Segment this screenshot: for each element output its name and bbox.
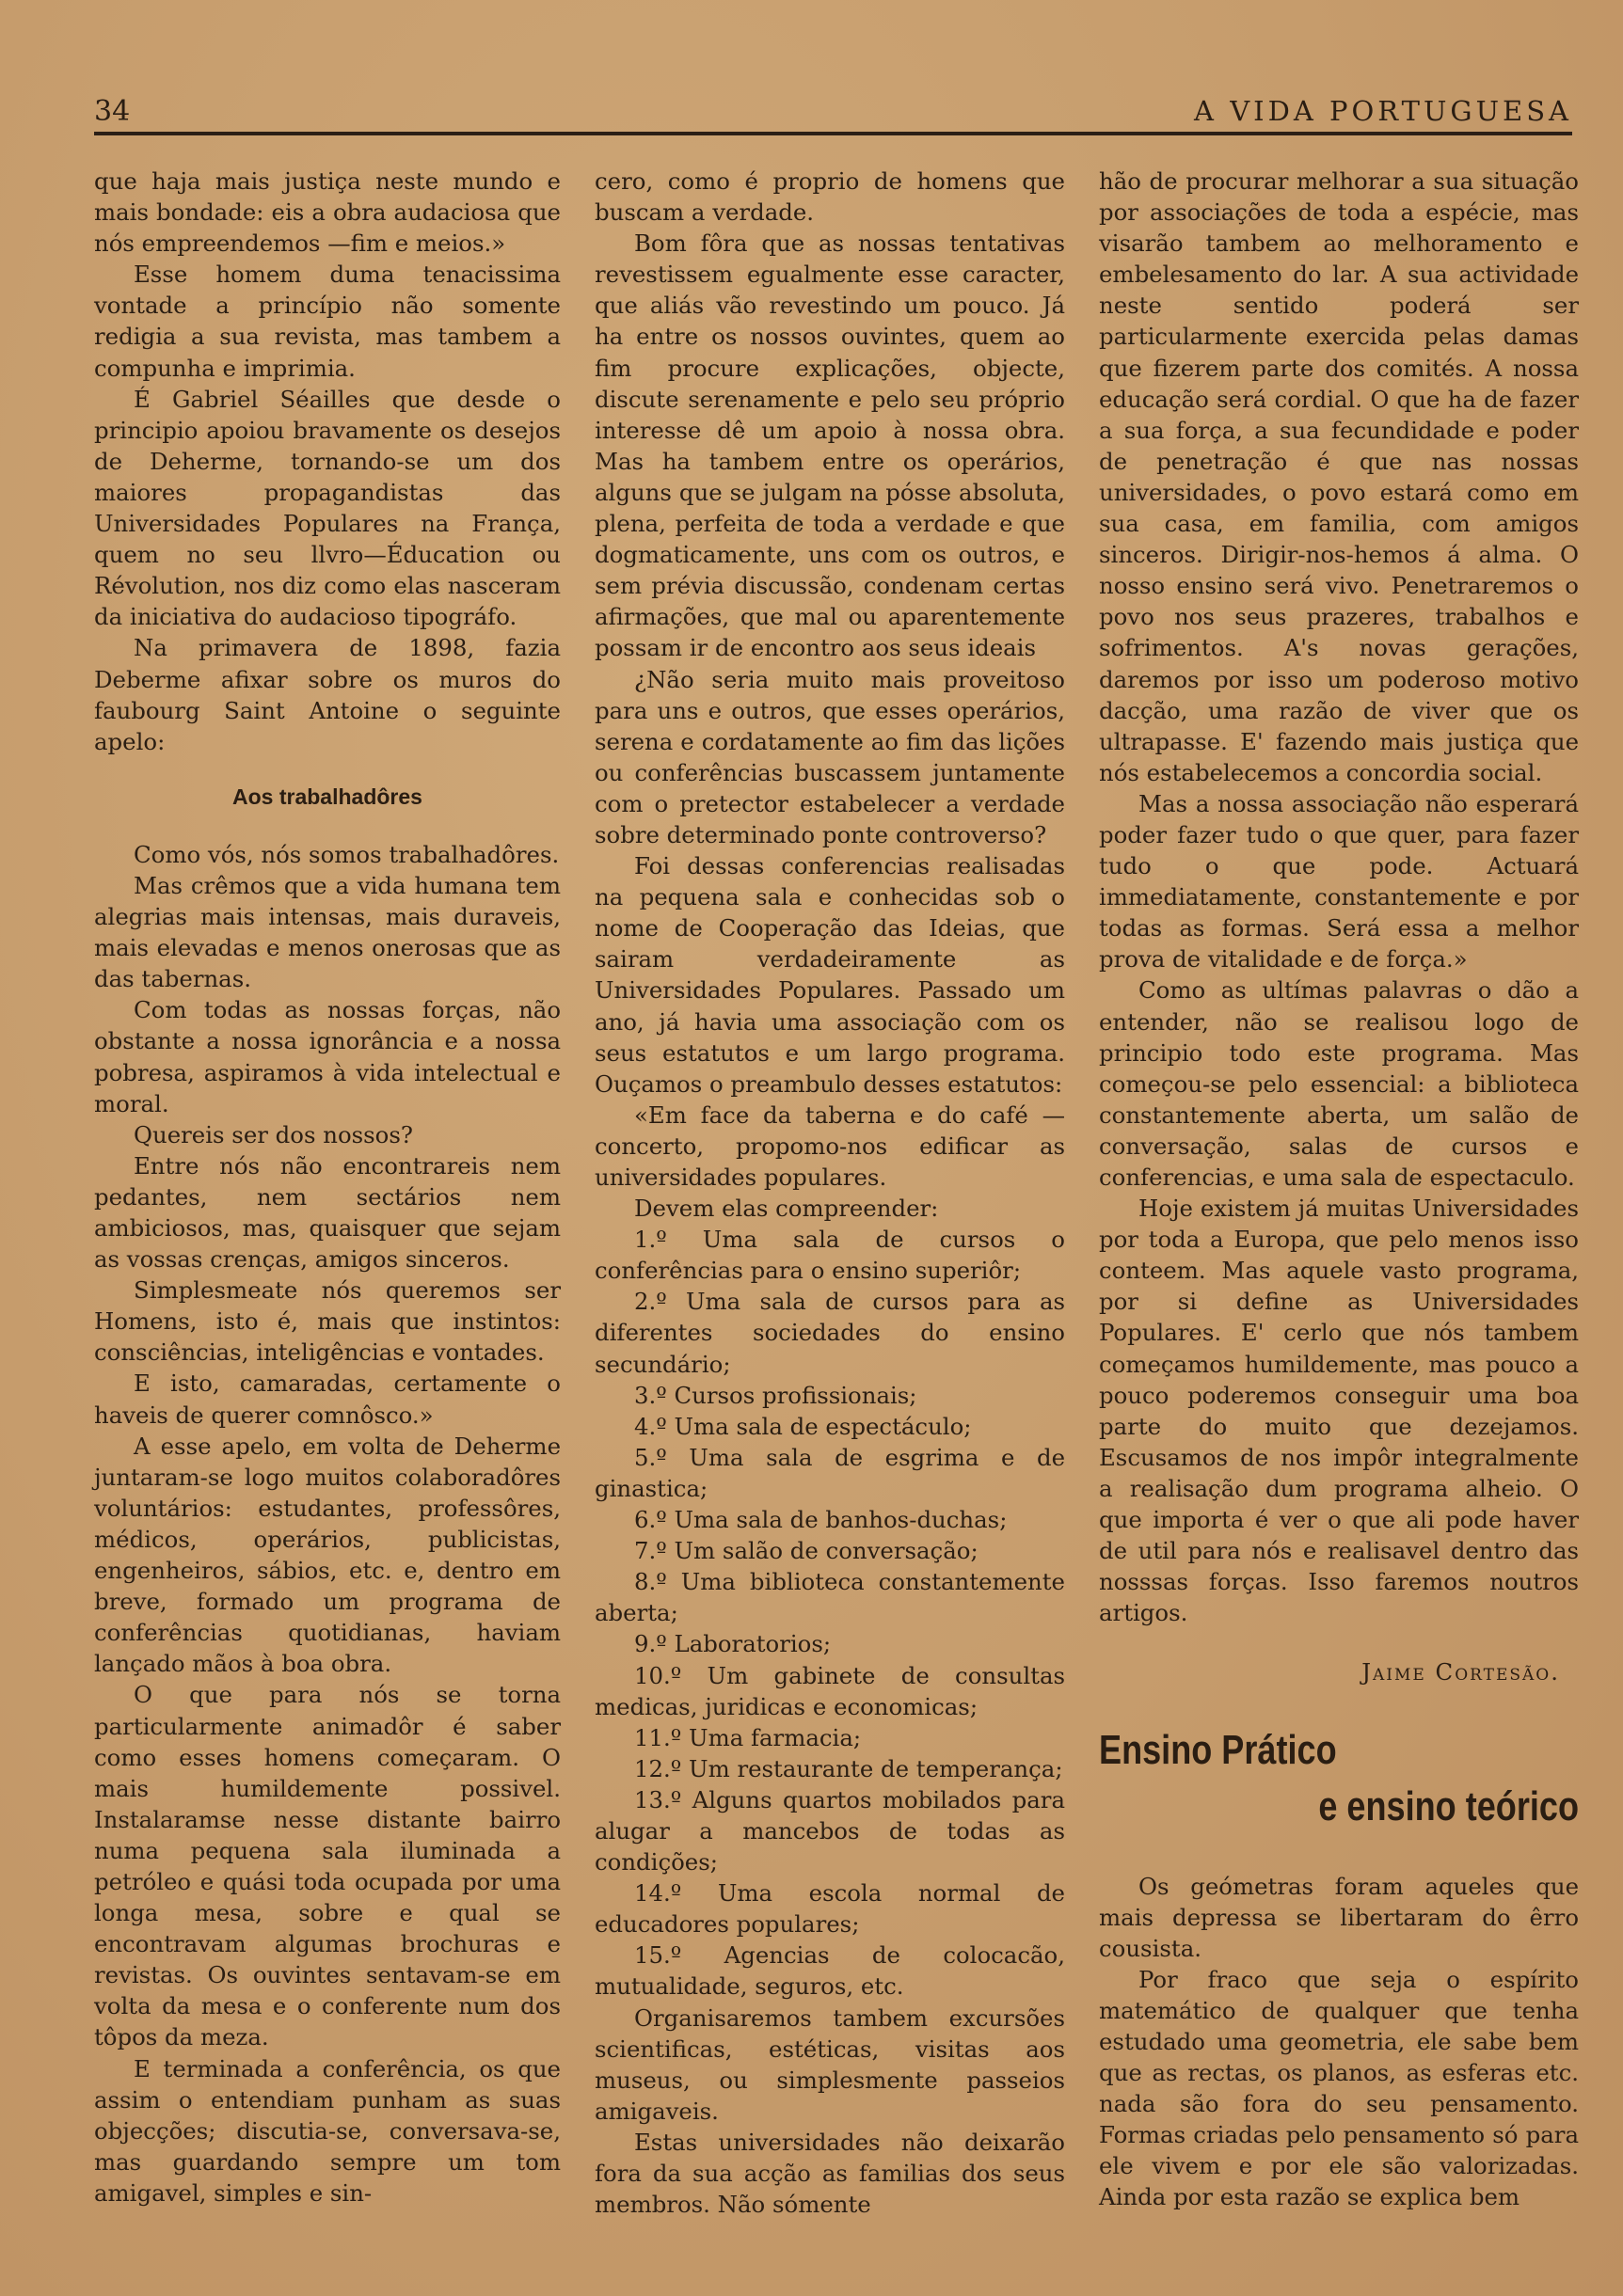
paragraph: ¿Não seria muito mais proveitoso para uns e outros, que esses operários, serena e cordatamente ao fim das lições ou conferências buscassem juntamente com o pretector estabelecer a verdade sobre determinado ponte controverso? [595,665,1065,848]
paragraph: 9.º Laboratorios; [634,1630,832,1658]
paragraph: Os geómetras foram aqueles que mais depressa se libertaram do êrro cousista. [1099,1872,1579,1962]
paragraph: 8.º Uma biblioteca constantemente aberta; [595,1568,1065,1627]
paragraph: Por fraco que seja o espírito matemático de qualquer que tenha estudado uma geometria, ele sabe bem que as rectas, os planos, as esferas etc. nada são fora do seu pensamento. Formas criadas pelo pensamento só para ele vivem e por ele são valorizadas. Ainda por esta razão se explica bem [1099,1965,1579,2211]
page-number: 34 [94,94,131,128]
paragraph: E terminada a conferência, os que assim o entendiam punham as suas objecções; discutia-se, conversava-se, mas guardando sempre um tom amigavel, simples e sin- [94,2054,561,2207]
paragraph: hão de procurar melhorar a sua situação por associações de toda a espécie, mas visarão tambem ao melhoramento e embelesamento do lar. A sua actividade neste sentido poderá ser particularmente exercida pelas damas que fizerem parte dos comités. A nossa educação será cordial. O que ha de fazer a sua força, a sua fecundidade e poder de penetração é que nas nossas universidades, o povo estará como em sua casa, em familia, com amigos sinceros. Dirigir-nos-hemos á alma. O nosso ensino será vivo. Penetraremos o povo nos seus prazeres, trabalhos e sofrimentos. A's novas gerações, daremos por isso um poderoso motivo dacção, uma razão de viver que os ultrapasse. E' fazendo mais justiça que nós estabelecemos a concordia social. [1099,167,1579,786]
paragraph: Com todas as nossas forças, não obstante a nossa ignorância e a nossa pobresa, aspiramos à vida intelectual e moral. [94,996,561,1117]
paragraph: Simplesmeate nós queremos ser Homens, isto é, mais que instintos: consciências, inteligências e vontades. [94,1276,561,1367]
text-column-1 [94,166,561,2209]
paragraph: 10.º Um gabinete de consultas medicas, juridicas e economicas; [595,1661,1065,1720]
paragraph: 5.º Uma sala de esgrima e de ginastica; [595,1443,1065,1502]
section-heading: Aos trabalhadôres [232,784,422,809]
paragraph: 15.º Agencias de colocacão, mutualidade, seguros, etc. [595,1941,1065,2001]
paragraph: 13.º Alguns quartos mobilados para alugar a mancebos de todas as condições; [595,1785,1065,1876]
paragraph: 6.º Uma sala de banhos-duchas; [634,1506,1008,1534]
paragraph: Como vós, nós somos trabalhadôres. [134,840,560,868]
author-signature: Jaime Cortesão. [1361,1658,1560,1686]
paragraph: O que para nós se torna particularmente animadôr é saber como esses homens começaram. O mais humildemente possivel. Instalaramse nesse distante bairro numa pequena sala iluminada a petróleo e quási toda ocupada por uma longa mesa, sobre e qual se encontravam algumas brochuras e revistas. Os ouvintes sentavam-se em volta da mesa e o conferente num dos tôpos da meza. [94,1681,561,2051]
paragraph: Bom fôra que as nossas tentativas revestissem egualmente esse caracter, que aliás vão revestindo um pouco. Já ha entre os nossos ouvintes, quem ao fim procure explicações, objecte, discute serenamente e pelo seu próprio interesse dê um apoio à nossa obra. Mas ha tambem entre os operários, alguns que se julgam na pósse absoluta, plena, perfeita de toda a verdade e que dogmaticamente, uns com os outros, e sem prévia discussão, condenam certas afirmações, que mal ou aparentemente possam ir de encontro aos seus ideais [595,230,1065,662]
paragraph: «Em face da taberna e do café —concerto, propomo-nos edificar as universidades populares. [595,1100,1065,1191]
paragraph: 1.º Uma sala de cursos o conferências para o ensino superiôr; [595,1226,1065,1285]
paragraph: Hoje existem já muitas Universidades por toda a Europa, que pelo menos isso conteem. Mas aquele vasto programa, por si define as Universidades Populares. E' cerlo que nós tambem começamos humildemente, mas pouco a pouco poderemos conseguir uma boa parte do muito que dezejamos. Escusamos de nos impôr integralmente a realisação dum programa alheio. O que importa é ver o que ali pode haver de util para nós e realisavel dentro das nosssas forças. Isso faremos noutros artigos. [1099,1195,1579,1627]
paragraph: Entre nós não encontrareis nem pedantes, nem sectários nem ambiciosos, mas, quaisquer que sejam as vossas crenças, amigos sinceros. [94,1151,561,1274]
paragraph: 3.º Cursos profissionais; [634,1381,917,1409]
text-column-3 [1099,166,1579,2213]
paragraph: 14.º Uma escola normal de educadores populares; [595,1879,1065,1939]
paragraph: E isto, camaradas, certamente o haveis de querer comnôsco.» [94,1370,561,1429]
paragraph: Estas universidades não deixarão fora da sua acção as familias dos seus membros. Não sómente [595,2128,1065,2219]
article-title: Ensino Prático [1099,1726,1337,1773]
paragraph: Organisaremos tambem excursões scientificas, estéticas, visitas aos museus, ou simplesmente passeios amigaveis. [595,2003,1065,2125]
article-title: e ensino teórico [1318,1782,1579,1829]
journal-title: A VIDA PORTUGUESA [1194,95,1572,127]
paragraph: 12.º Um restaurante de temperança; [634,1754,1063,1782]
paragraph: Mas crêmos que a vida humana tem alegrias mais intensas, mais duraveis, mais elevadas e menos onerosas que as das tabernas. [94,871,561,993]
paragraph: 2.º Uma sala de cursos para as diferentes sociedades do ensino secundário; [595,1288,1065,1378]
page-header [94,90,1572,135]
paragraph: Devem elas compreender: [634,1195,939,1223]
text-column-2 [595,166,1065,2220]
paragraph: que haja mais justiça neste mundo e mais bondade: eis a obra audaciosa que nós empreendemos —fim e meios.» [94,167,561,258]
paragraph: 7.º Um salão de conversação; [634,1537,979,1565]
paragraph: Foi dessas conferencias realisadas na pequena sala e conhecidas sob o nome de Cooperação das Ideias, que sairam verdadeiramente as Universidades Populares. Passado um ano, já havia uma associação com os seus estatutos e um largo programa. Ouçamos o preambulo desses estatutos: [595,852,1065,1098]
paragraph: Esse homem duma tenacissima vontade a princípio não somente redigia a sua revista, mas tambem a compunha e imprimia. [94,261,561,382]
paragraph: Como as ultímas palavras o dão a entender, não se realisou logo de principio todo este programa. Mas começou-se pelo essencial: a biblioteca constantemente aberta, um salão de conversação, salas de cursos e conferencias, e uma sala de espectaculo. [1099,976,1579,1191]
paragraph: Mas a nossa associação não esperará poder fazer tudo o que quer, para fazer tudo o que pode. Actuará immediatamente, constantemente e por todas as formas. Será essa a melhor prova de vitalidade e de força.» [1099,789,1579,974]
paragraph: cero, como é proprio de homens que buscam a verdade. [595,167,1065,227]
paragraph: 4.º Uma sala de espectáculo; [634,1412,972,1440]
paragraph: A esse apelo, em volta de Deherme juntaram-se logo muitos colaboradôres voluntários: estudantes, professôres, médicos, operários, publicistas, engenheiros, sábios, etc. e, dentro em breve, formado um programa de conferências quotidianas, haviam lançado mãos à boa obra. [94,1432,561,1678]
paragraph: Quereis ser dos nossos? [134,1120,413,1148]
paragraph: É Gabriel Séailles que desde o principio apoiou bravamente os desejos de Deherme, tornando-se um dos maiores propagandistas das Universidades Populares na França, quem no seu llvro—Éducation ou Révolution, nos diz como elas nasceram da iniciativa do audacioso tipográfo. [94,385,561,631]
paragraph: Na primavera de 1898, fazia Deberme afixar sobre os muros do faubourg Saint Antoine o seguinte apelo: [94,634,561,755]
paragraph: 11.º Uma farmacia; [634,1723,862,1751]
